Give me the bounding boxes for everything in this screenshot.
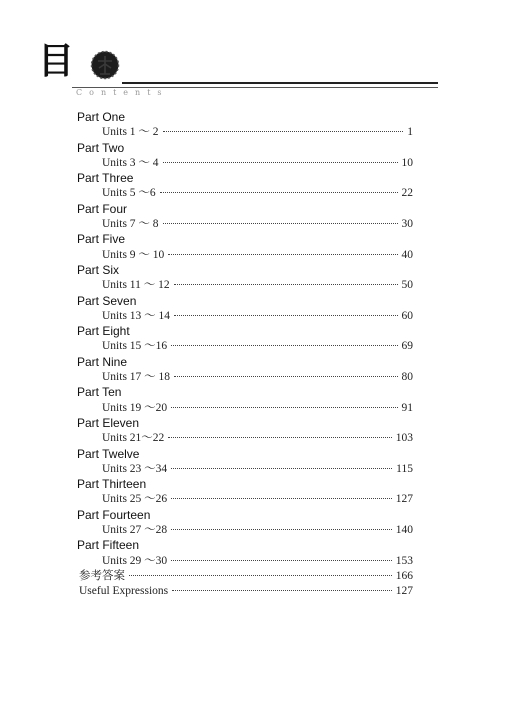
toc-part-heading: Part Fifteen [77, 538, 140, 553]
toc-page-number: 10 [401, 156, 413, 169]
toc-part-heading: Part Four [77, 201, 128, 216]
toc-entry-label: Units 17 ～ 18 [102, 371, 171, 384]
toc-page-number: 30 [401, 218, 413, 231]
toc-page-number: 50 [401, 279, 413, 292]
toc-part-heading: Part Six [77, 262, 120, 277]
toc-page-number: 91 [401, 401, 413, 414]
contents-subtitle: Contents [76, 88, 169, 97]
dot-leader [171, 468, 392, 469]
header-rule-thick [122, 82, 438, 84]
toc-entry[interactable] [77, 339, 413, 354]
toc-entry[interactable] [77, 125, 413, 140]
toc-entry-label: Units 19 ～20 [102, 401, 168, 414]
toc-entry[interactable] [77, 431, 413, 446]
toc-entry-label: Units 7 ～ 8 [102, 218, 159, 231]
dot-leader [174, 284, 398, 285]
toc-entry[interactable] [77, 401, 413, 416]
toc-entry-label: Useful Expressions [79, 585, 169, 598]
toc-entry-label: Units 15 ～16 [102, 340, 168, 353]
toc-part-heading: Part Eight [77, 324, 130, 339]
dot-leader [172, 590, 392, 591]
toc-page-number: 127 [395, 493, 413, 506]
toc-entry[interactable] [77, 156, 413, 171]
toc-entry[interactable] [77, 462, 413, 477]
toc-part-heading: Part Three [77, 171, 134, 186]
toc-entry[interactable] [77, 492, 413, 507]
toc-page-number: 80 [401, 371, 413, 384]
toc-page-number: 115 [396, 462, 413, 475]
toc-entry-label: Units 23 ～34 [102, 462, 168, 475]
toc-entry-label: Units 11 ～ 12 [102, 279, 170, 292]
toc-part-heading: Part One [77, 110, 126, 124]
dot-leader [171, 498, 392, 499]
toc-entry[interactable] [77, 217, 413, 232]
dot-leader [171, 345, 397, 346]
toc-part-heading: Part Fourteen [77, 507, 151, 522]
dot-leader [168, 254, 397, 255]
title-character: 目 [38, 41, 75, 82]
dot-leader [163, 131, 404, 132]
toc-entry[interactable] [77, 554, 413, 569]
toc-entry-label: Units 9 ～ 10 [102, 248, 165, 261]
dot-leader [174, 376, 397, 377]
toc-part-heading: Part Five [77, 232, 126, 247]
toc-page-number: 103 [395, 432, 413, 445]
toc-part-heading: Part Eleven [77, 415, 140, 430]
dot-leader [171, 560, 392, 561]
dot-leader [163, 223, 398, 224]
toc-entry-label: 参考答案 [79, 569, 125, 582]
toc-entry[interactable] [77, 186, 413, 201]
dot-leader [174, 315, 397, 316]
dot-leader [171, 529, 392, 530]
toc-part-heading: Part Twelve [77, 446, 140, 461]
toc-page-number: 1 [407, 126, 413, 139]
toc-entry-label: Units 29 ～30 [102, 554, 168, 567]
toc-part-heading: Part Thirteen [77, 477, 147, 492]
toc-part-heading: Part Nine [77, 354, 128, 369]
toc-entry-label: Units 27 ～28 [102, 524, 168, 537]
dot-leader [129, 575, 392, 576]
toc-part-heading: Part Ten [77, 385, 122, 400]
toc-entry[interactable] [77, 309, 413, 324]
toc-entry[interactable] [77, 370, 413, 385]
title-seal-character [90, 50, 120, 80]
toc-page-number: 40 [401, 248, 413, 261]
toc-page-number: 60 [401, 309, 413, 322]
dot-leader [163, 162, 398, 163]
toc-part-heading: Part Two [77, 140, 125, 155]
toc-entry-label: Units 13 ～ 14 [102, 309, 171, 322]
toc-page-number: 140 [395, 524, 413, 537]
toc-page-number: 22 [401, 187, 413, 200]
toc-page-number: 69 [401, 340, 413, 353]
toc-entry-label: Units 5 ～6 [102, 187, 156, 200]
toc-entry-label: Units 3 ～ 4 [102, 156, 159, 169]
toc-entry-label: Units 21～22 [102, 432, 165, 445]
dot-leader [171, 407, 397, 408]
toc-page-number: 127 [395, 585, 413, 598]
contents-header [38, 42, 438, 102]
toc-entry[interactable] [77, 523, 413, 538]
toc-page-number: 166 [395, 569, 413, 582]
toc-entry-label: Units 1 ～ 2 [102, 126, 159, 139]
toc-entry-label: Units 25 ～26 [102, 493, 168, 506]
toc-extra-entry[interactable] [77, 569, 413, 584]
toc-entry[interactable] [77, 278, 413, 293]
dot-leader [168, 437, 391, 438]
dot-leader [160, 192, 398, 193]
toc-entry[interactable] [77, 248, 413, 263]
toc-page-number: 153 [395, 554, 413, 567]
toc-extra-entry[interactable] [77, 584, 413, 599]
toc-part-heading: Part Seven [77, 293, 137, 308]
table-of-contents [77, 110, 413, 600]
